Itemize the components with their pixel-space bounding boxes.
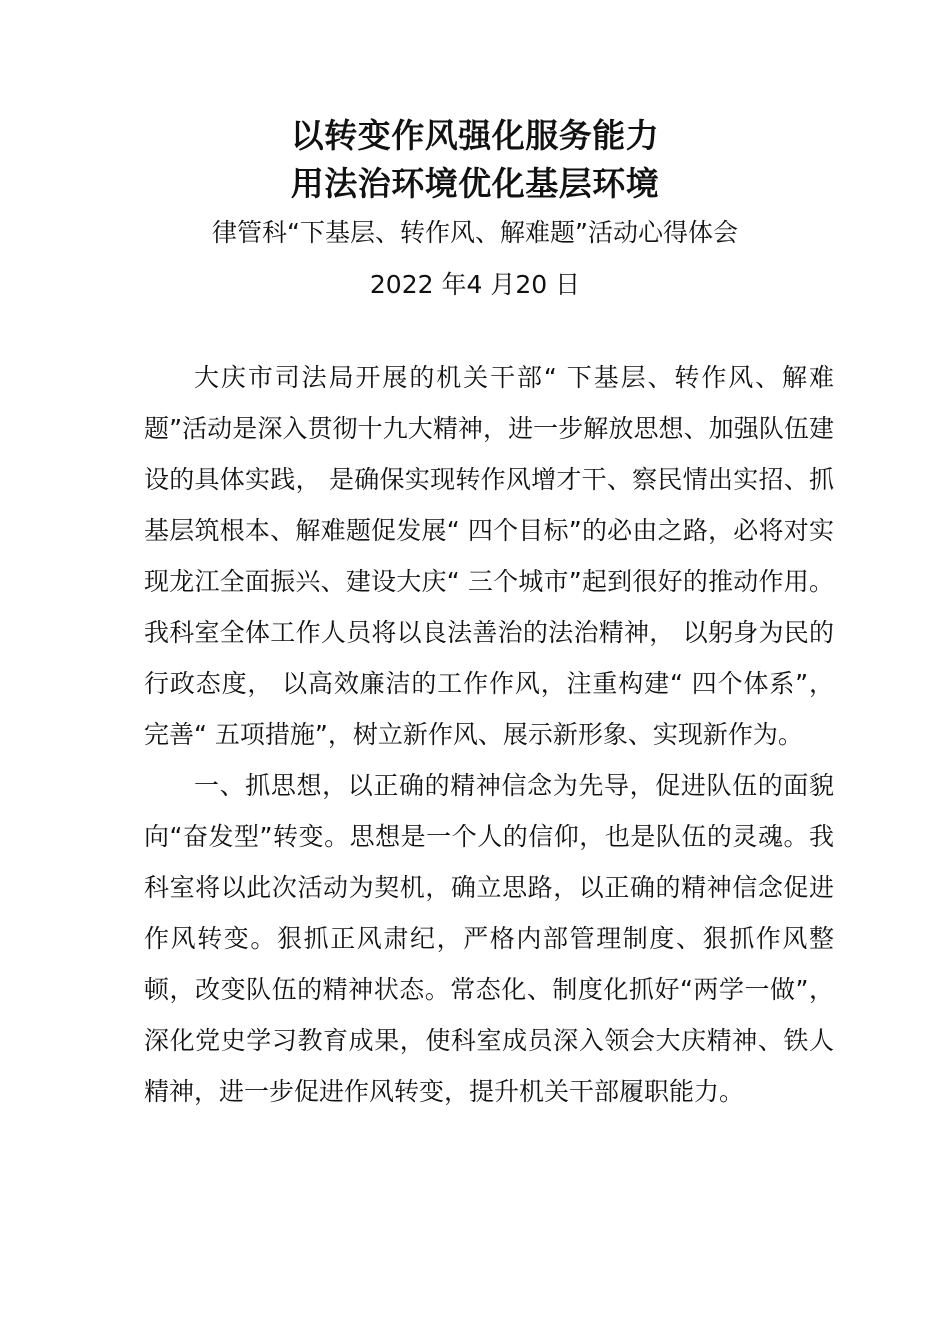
paragraph-1: 大庆市司法局开展的机关干部“ 下基层、转作风、解难题”活动是深入贯彻十九大精神，进一步解放思想、加强队伍建设的具体实践， 是确保实现转作风增才干、察民情出实招、抓基层筑根本、解难题促发展“ 四个目标”的必由之路，必将对实现龙江全面振兴、建设大庆“ 三个城市”起到很好的推动作用。我科室全体工作人员将以良法善治的法治精神， 以躬身为民的行政态度， 以高效廉洁的工作作风，注重构建“ 四个体系”，完善“ 五项措施”，树立新作风、展示新形象、实现新作为。 — [144, 363, 834, 749]
paragraph-2: 一、抓思想，以正确的精神信念为先导，促进队伍的面貌向“奋发型”转变。思想是一个人的信仰，也是队伍的灵魂。我科室将以此次活动为契机，确立思路，以正确的精神信念促进作风转变。狠抓正风肃纪，严格内部管理制度、狠抓作风整顿，改变队伍的精神状态。常态化、制度化抓好“两学一做”，深化党史学习教育成果，使科室成员深入领会大庆精神、铁人精神，进一步促进作风转变，提升机关干部履职能力。 — [144, 771, 834, 1106]
header-block — [0, 112, 950, 304]
body-text — [144, 352, 834, 1117]
subtitle: 律管科“下基层、转作风、解难题”活动心得体会 — [212, 218, 738, 247]
title-line-2: 用法治环境优化基层环境 — [290, 164, 660, 203]
title-line-1: 以转变作风强化服务能力 — [290, 116, 660, 155]
document-date: 2022 年4 月20 日 — [369, 270, 581, 299]
